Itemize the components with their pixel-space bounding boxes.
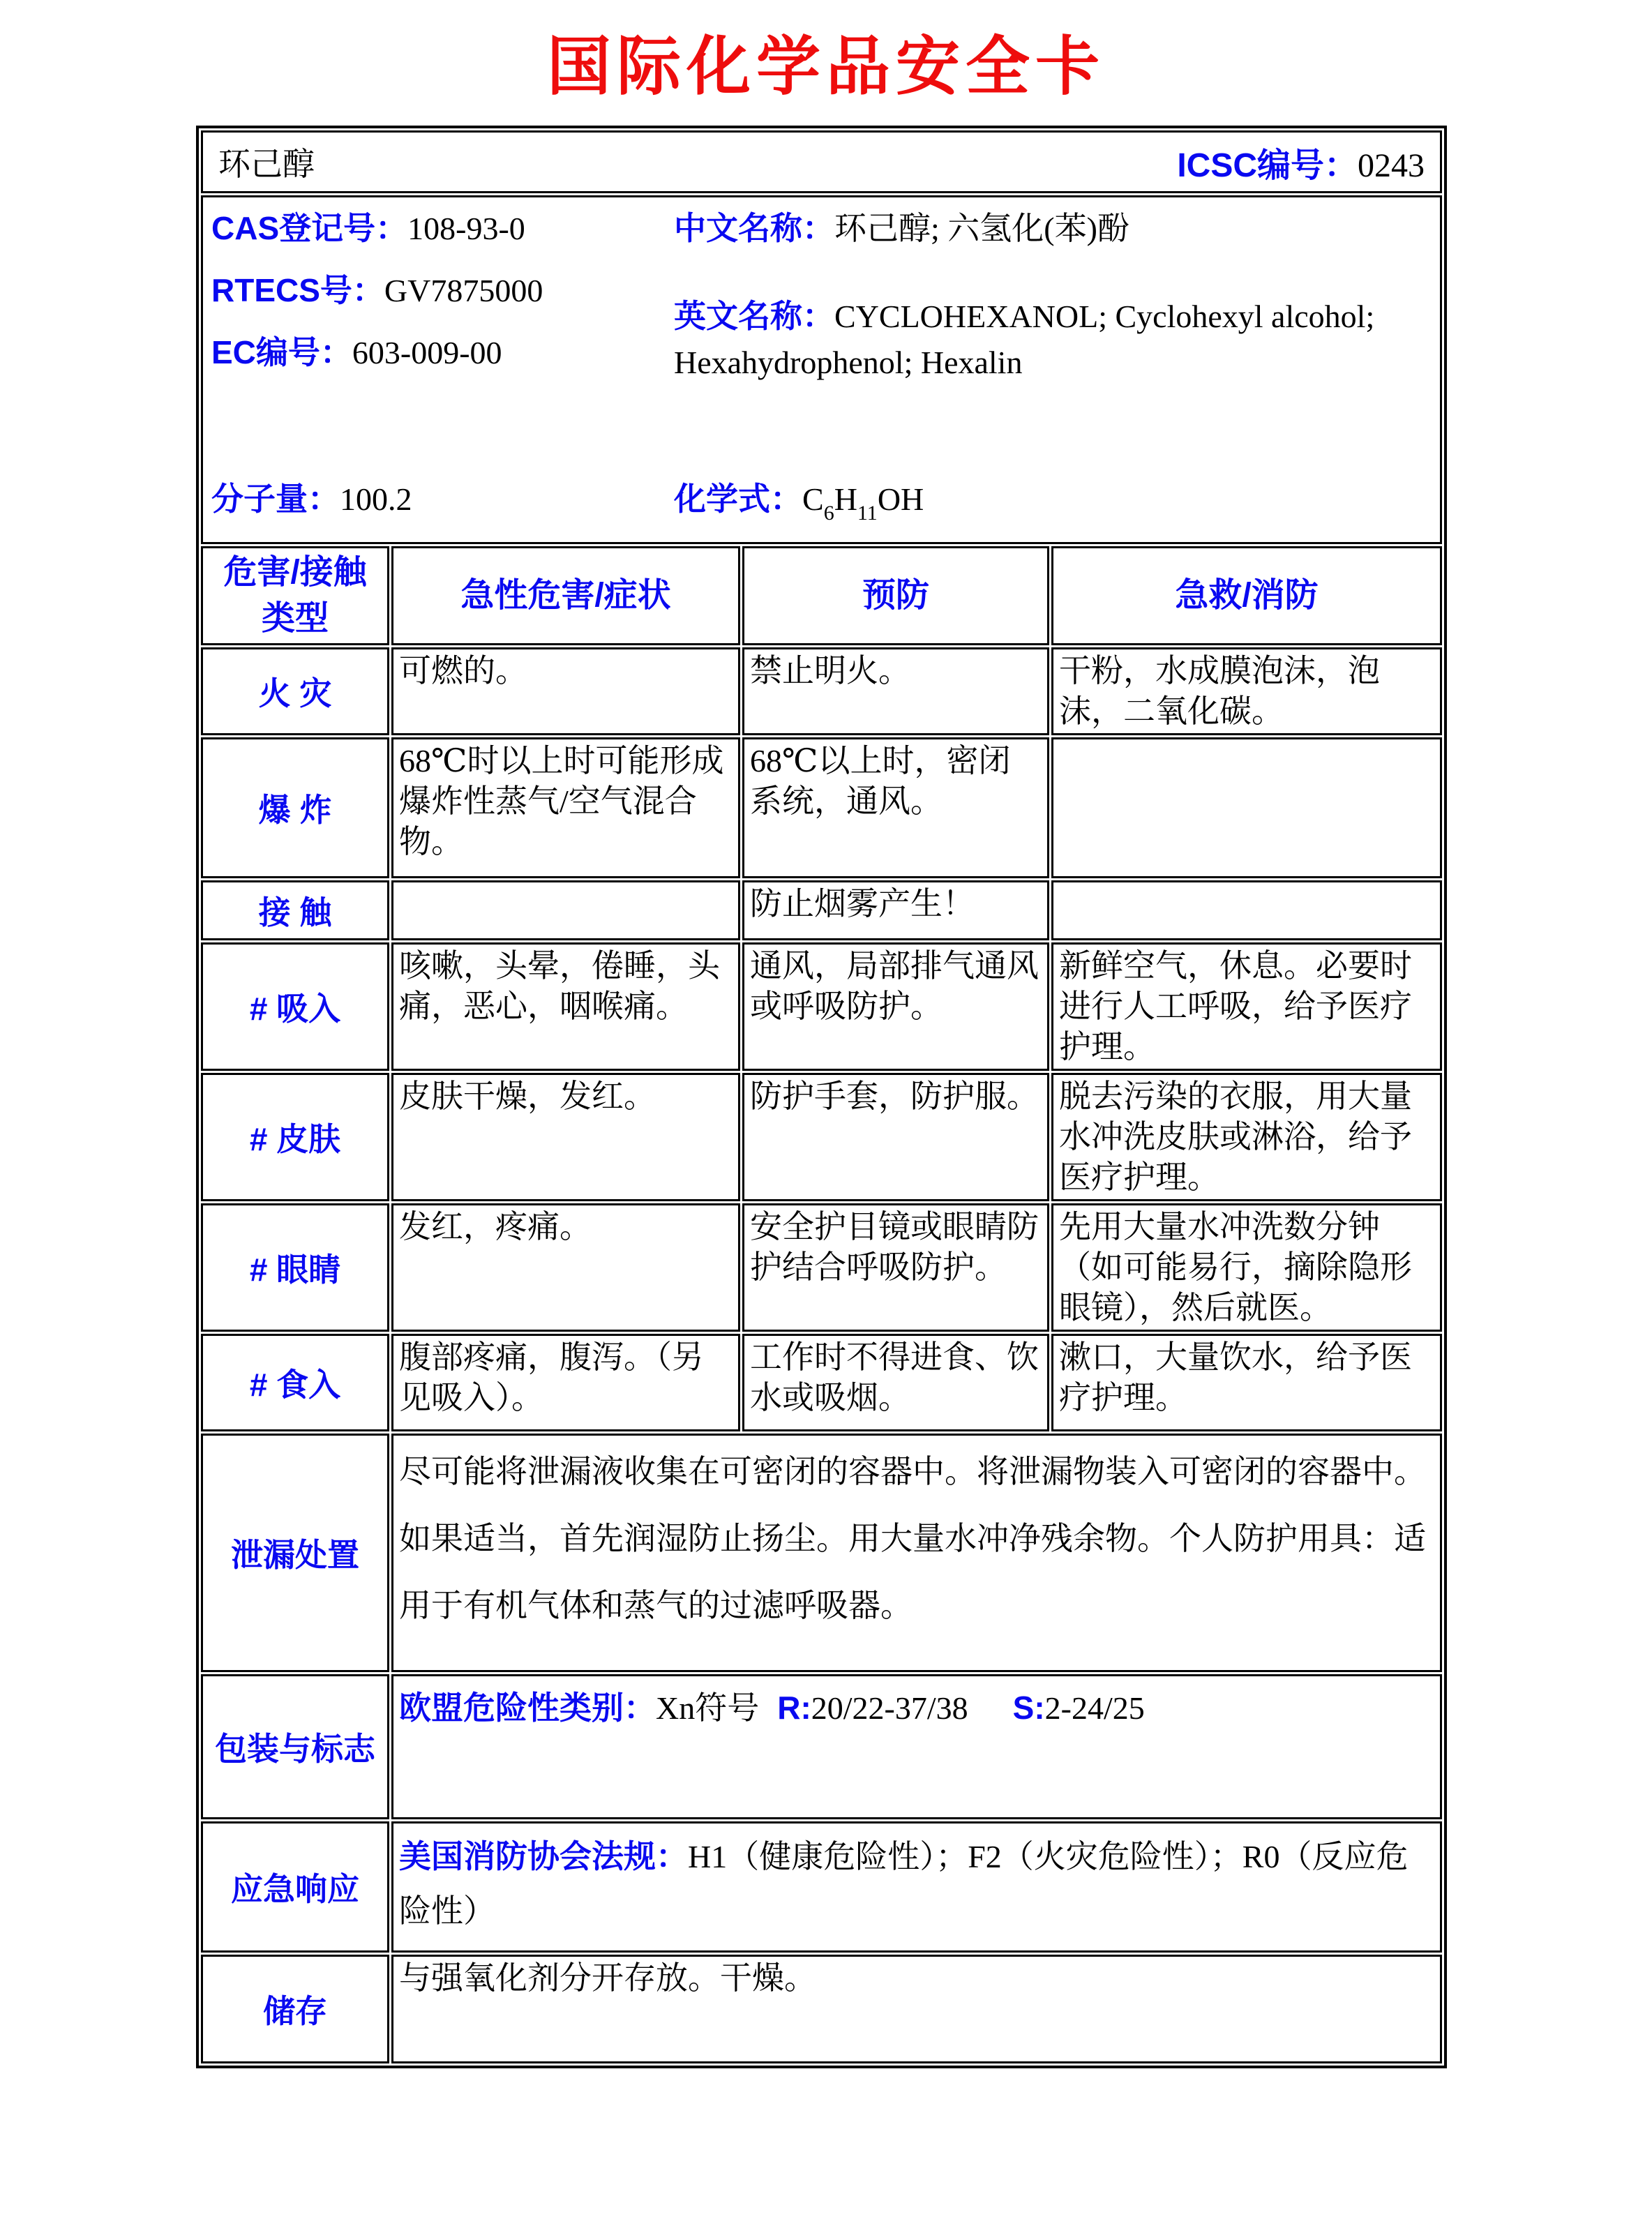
emergency-response-category: 应急响应 — [201, 1821, 389, 1953]
chinese-name-value: 环己醇; 六氢化(苯)酚 — [834, 211, 1129, 246]
hazard-row-inhalation — [201, 942, 1442, 1071]
storage-text: 与强氧化剂分开存放。干燥。 — [391, 1955, 1442, 2063]
r-phrases-value: 20/22-37/38 — [811, 1690, 968, 1726]
s-phrases-value: 2-24/25 — [1044, 1690, 1145, 1726]
fire-prevention-cell: 禁止明火。 — [742, 647, 1049, 735]
icsc-number-value: 0243 — [1358, 146, 1425, 184]
inhalation-prevention-cell: 通风，局部排气通风或呼吸防护。 — [742, 942, 1049, 1071]
col-header-first-aid: 急救/消防 — [1051, 546, 1442, 645]
fire-category: 火 灾 — [201, 647, 389, 735]
fire-firstaid-cell: 干粉，水成膜泡沫，泡沫，二氧化碳。 — [1051, 647, 1442, 735]
eu-hazard-class-label: 欧盟危险性类别： — [399, 1690, 656, 1726]
rtecs-value: GV7875000 — [384, 273, 543, 308]
section-row-storage — [201, 1955, 1442, 2063]
col-header-symptoms: 急性危害/症状 — [391, 546, 740, 645]
cas-label: CAS登记号： — [211, 210, 408, 246]
eyes-symptoms-cell: 发红，疼痛。 — [391, 1203, 740, 1332]
rtecs-line — [211, 269, 674, 312]
ingestion-symptoms-cell: 腹部疼痛，腹泻。（另见吸入）。 — [391, 1334, 740, 1431]
skin-prevention-cell: 防护手套，防护服。 — [742, 1073, 1049, 1201]
molecular-weight-value: 100.2 — [340, 481, 412, 517]
ingestion-category: # 食入 — [201, 1334, 389, 1431]
spill-disposal-text: 尽可能将泄漏液收集在可密闭的容器中。将泄漏物装入可密闭的容器中。如果适当，首先润湿防止扬尘。用大量水冲净残余物。个人防护用具：适用于有机气体和蒸气的过滤呼吸器。 — [391, 1434, 1442, 1672]
inhalation-firstaid-cell: 新鲜空气，休息。必要时进行人工呼吸，给予医疗护理。 — [1051, 942, 1442, 1071]
section-row-packaging-labelling — [201, 1674, 1442, 1819]
packaging-labelling-category: 包装与标志 — [201, 1674, 389, 1819]
nfpa-label: 美国消防协会法规： — [399, 1838, 688, 1874]
document-title: 国际化学品安全卡 — [546, 31, 1105, 103]
identification-cell — [201, 195, 1442, 544]
chinese-name-label: 中文名称： — [674, 210, 834, 246]
eyes-category: # 眼睛 — [201, 1203, 389, 1332]
hazard-row-ingestion — [201, 1334, 1442, 1431]
fire-symptoms-cell: 可燃的。 — [391, 647, 740, 735]
explosion-firstaid-cell — [1051, 737, 1442, 878]
ec-value: 603-009-00 — [352, 335, 502, 370]
s-phrases-label: S: — [1012, 1690, 1045, 1726]
skin-firstaid-cell: 脱去污染的衣服，用大量水冲洗皮肤或淋浴，给予医疗护理。 — [1051, 1073, 1442, 1201]
section-row-emergency-response — [201, 1821, 1442, 1953]
icsc-number — [1177, 138, 1425, 186]
eyes-firstaid-cell: 先用大量水冲洗数分钟（如可能易行，摘除隐形眼镜），然后就医。 — [1051, 1203, 1442, 1332]
hazard-row-fire — [201, 647, 1442, 735]
molecular-weight-line — [211, 474, 674, 525]
contact-firstaid-cell — [1051, 880, 1442, 940]
ec-line — [211, 331, 674, 374]
chemical-formula-line — [674, 474, 1432, 525]
cas-value: 108-93-0 — [407, 211, 525, 246]
identification-row — [201, 195, 1442, 544]
r-phrases-label: R: — [777, 1690, 811, 1726]
english-name-label: 英文名称： — [674, 298, 834, 334]
packaging-labelling-text — [391, 1674, 1442, 1819]
col-header-hazard-type: 危害/接触 类型 — [201, 546, 389, 645]
storage-category: 储存 — [201, 1955, 389, 2063]
eu-hazard-symbol: Xn符号 — [656, 1690, 760, 1726]
hazard-header-row — [201, 546, 1442, 645]
card-title-cell — [201, 130, 1442, 193]
hazard-row-explosion — [201, 737, 1442, 878]
inhalation-category: # 吸入 — [201, 942, 389, 1071]
icsc-card-table — [196, 126, 1447, 2068]
section-row-spill-disposal — [201, 1434, 1442, 1672]
contact-category: 接 触 — [201, 880, 389, 940]
skin-category: # 皮肤 — [201, 1073, 389, 1201]
explosion-prevention-cell: 68℃以上时，密闭系统，通风。 — [742, 737, 1049, 878]
rtecs-label: RTECS号： — [211, 272, 384, 308]
explosion-category: 爆 炸 — [201, 737, 389, 878]
hazard-row-eyes — [201, 1203, 1442, 1332]
explosion-symptoms-cell: 68℃时以上时可能形成爆炸性蒸气/空气混合物。 — [391, 737, 740, 878]
ingestion-firstaid-cell: 漱口，大量饮水，给予医疗护理。 — [1051, 1334, 1442, 1431]
molecular-weight-label: 分子量： — [211, 481, 340, 517]
cas-line — [211, 207, 674, 250]
ec-label: EC编号： — [211, 334, 352, 370]
contact-prevention-cell: 防止烟雾产生！ — [742, 880, 1049, 940]
col-header-prevention: 预防 — [742, 546, 1049, 645]
chinese-name-line — [674, 207, 1432, 250]
card-title-row — [201, 130, 1442, 193]
spill-disposal-category: 泄漏处置 — [201, 1434, 389, 1672]
icsc-number-label: ICSC编号： — [1177, 146, 1358, 184]
chemical-formula-value: $C_6H_{11}OH$ — [802, 481, 924, 525]
chemical-formula-label: 化学式： — [674, 481, 802, 517]
english-name-value: CYCLOHEXANOL; Cyclohexyl alcohol; Hexahydrophenol; Hexalin — [674, 299, 1375, 380]
skin-symptoms-cell: 皮肤干燥，发红。 — [391, 1073, 740, 1201]
contact-symptoms-cell — [391, 880, 740, 940]
english-name-line — [674, 293, 1432, 386]
hazard-row-skin — [201, 1073, 1442, 1201]
emergency-response-text — [391, 1821, 1442, 1953]
eyes-prevention-cell: 安全护目镜或眼睛防护结合呼吸防护。 — [742, 1203, 1049, 1332]
substance-name: 环己醇 — [218, 146, 315, 182]
nfpa-value: H1（健康危险性）；F2（火灾危险性）；R0（反应危险性） — [399, 1839, 1409, 1929]
ingestion-prevention-cell: 工作时不得进食、饮水或吸烟。 — [742, 1334, 1049, 1431]
hazard-row-contact — [201, 880, 1442, 940]
inhalation-symptoms-cell: 咳嗽，头晕，倦睡，头痛，恶心，咽喉痛。 — [391, 942, 740, 1071]
